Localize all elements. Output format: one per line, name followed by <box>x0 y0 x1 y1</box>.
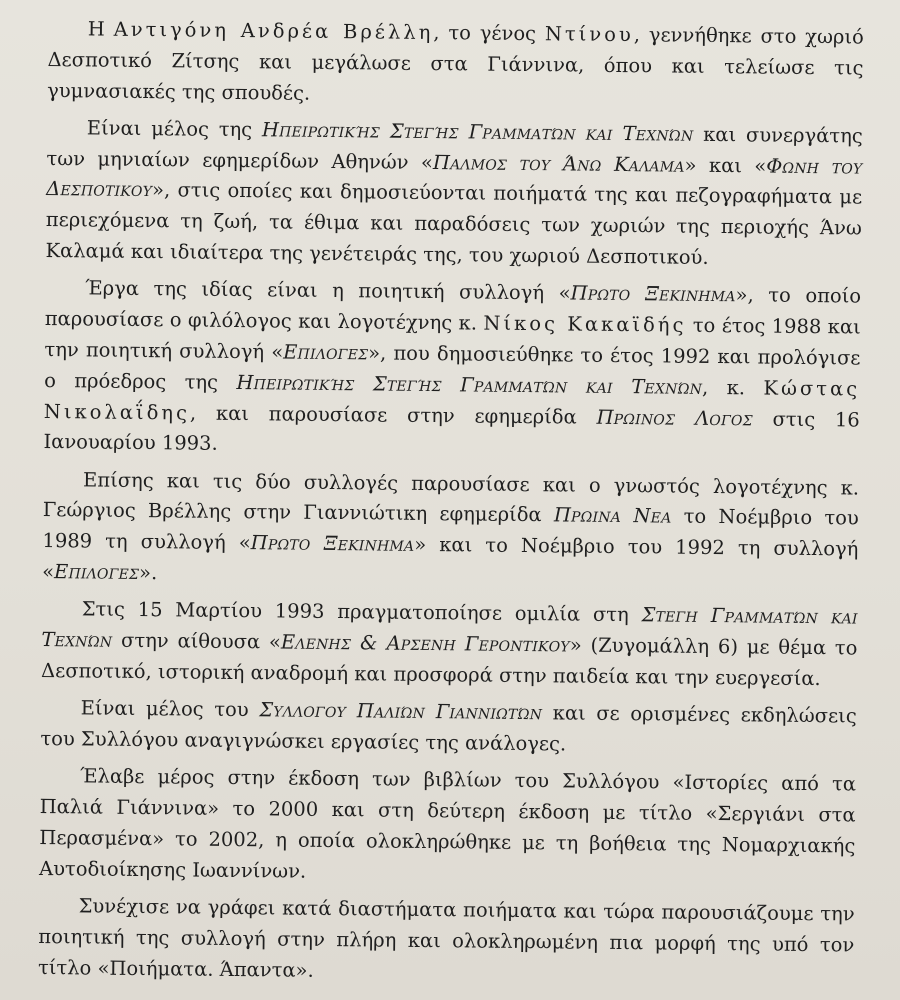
text-segment: το έτος 1988 και την ποιητική συλλογή « <box>44 313 861 364</box>
text-segment: , κ. <box>701 375 764 400</box>
text-segment: Αντιγόνη Ανδρέα Βρέλλη <box>113 17 434 45</box>
text-segment: και συνεργάτης των μηνιαίων εφημερίδων Αθηνών « <box>46 122 863 174</box>
text-segment: Στις 15 Μαρτίου 1993 πραγματοποίησε ομιλία στη <box>81 597 642 627</box>
text-segment: », το οποίο παρουσίασε ο φιλόλογος και λογοτέχνης κ. <box>44 283 862 335</box>
text-segment: Έργα της ιδίας είναι η ποιητική συλλογή « <box>85 276 571 305</box>
text-segment: , γεννήθηκε στο χωριό Δεσποτικό Ζίτσης και μεγάλωσε στα Γιάννινα, όπου και τελείωσε τις γυμνασιακές της σπουδές. <box>47 23 864 105</box>
text-segment: Είναι μέλος της <box>86 116 263 142</box>
text-segment: Ηπειρωτικής Στεγής Γραμματών και Τεχνών <box>261 118 694 146</box>
text-segment: Επιλογες <box>53 560 140 585</box>
text-segment: » και το Νοέμβριο του 1992 τη συλλογή « <box>42 533 859 584</box>
paragraph-2 <box>45 113 863 276</box>
paragraph-4 <box>42 465 859 597</box>
text-segment: , και παρουσίασε στην εφημερίδα <box>189 401 597 429</box>
text-segment: Επιλογες <box>283 340 369 365</box>
text-segment: Πρωτο Ξεκινημα <box>250 531 415 557</box>
text-segment: », που δημοσιεύθηκε το έτος 1992 και προλόγισε ο πρόεδρος της <box>44 341 861 394</box>
text-segment: Κώστας Νικολαΐδης <box>43 376 861 425</box>
paragraph-5 <box>41 594 858 695</box>
book-page <box>38 14 864 998</box>
paragraph-3 <box>43 273 861 466</box>
text-segment: Έλαβε μέρος στην έκδοση των βιβλίων του Συλλόγου «Ιστορίες από τα Παλιά Γιάννινα» το 2000 και στη δεύτερη έκδοση με τίτλο «Σεργιάνι στα Περασμένα» το 2002, η οποία ολοκληρώθηκε με τη βοήθεια της Νομαρχιακής Αυτοδιοίκησης Ιωαννίνων. <box>38 764 857 883</box>
text-segment: Ελενης & Αρσενη Γεροντικου <box>280 630 570 657</box>
text-segment: Ηπειρωτικής Στεγής Γραμματών και Τεχνών <box>236 370 703 399</box>
paragraph-1 <box>47 14 864 115</box>
text-segment: Συλλογου Παλιών Γιαννιωτών <box>259 698 543 725</box>
text-segment: Πρωτο Ξεκινημα <box>570 281 736 307</box>
paragraph-8 <box>38 891 855 992</box>
text-segment: Ντίνου <box>544 22 634 47</box>
text-segment: Στεγη Γραμματών και Τεχνών <box>41 603 858 652</box>
text-segment: Πρωινα Νεα <box>553 503 672 529</box>
text-segment: ». <box>138 561 158 585</box>
text-segment: Η <box>87 17 114 41</box>
text-segment: στις 16 Ιανουαρίου 1993. <box>43 406 860 456</box>
paragraph-7 <box>39 761 856 893</box>
text-segment: Πρωινος Λογος <box>596 405 753 430</box>
text-segment: το Νοέμβριο του 1989 τη συλλογή « <box>42 505 859 555</box>
text-segment: στην αίθουσα « <box>112 628 282 654</box>
text-segment: Φωνη του Δεσποτικου <box>46 154 863 202</box>
text-segment: Επίσης και τις δύο συλλογές παρουσίασε και ο γνωστός λογοτέχνης κ. Γεώργιος Βρέλλης στην Γιαννιώτικη εφημερίδα <box>42 468 860 527</box>
text-segment: », στις οποίες και δημοσιεύονται ποιήματά της και πεζογραφήματα με περιεχόμενα τη ζωή, τα έθιμα και παραδόσεις των χωριών της περιοχής Άνω Καλαμά και ιδιαίτερα της γενέτειράς της, του χωριού Δεσποτικού. <box>45 178 863 270</box>
text-segment: Νίκος Κακαϊδής <box>483 311 687 337</box>
text-segment: Είναι μέλος του <box>80 696 260 722</box>
text-segment: και σε ορισμένες εκδηλώσεις του Συλλόγου αναγιγνώσκει εργασίες της ανάλογες. <box>40 701 857 756</box>
paragraph-6 <box>40 693 857 763</box>
text-segment: » (Ζυγομάλλη 6) με θέμα το Δεσποτικό, ιστορική αναδρομή και προσφορά στην παιδεία και την ευεργεσία. <box>41 633 858 691</box>
text-segment: Συνέχισε να γράφει κατά διαστήματα ποιήματα και τώρα παρουσιάζουμε την ποιητική της συλλογή στην πλήρη και ολοκληρωμένη πια μορφή της υπό τον τίτλο «Ποιήματα. Άπαντα». <box>37 894 855 982</box>
text-segment: Παλμος του Άνω Καλαμα <box>432 150 685 177</box>
text-segment: » και « <box>684 153 767 178</box>
text-segment: , το γένος <box>433 21 546 46</box>
